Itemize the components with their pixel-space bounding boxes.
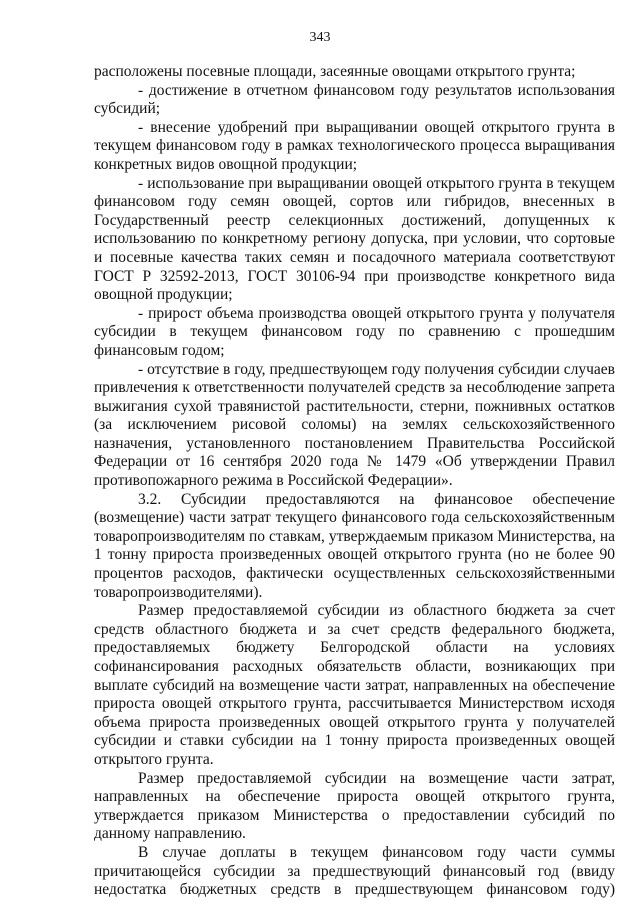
paragraph-condition-fire-safety: - отсутствие в году, предшествующем году получения субсидии случаев привлечения к ответственности получателей средств за несоблюдение запрета выжигания сухой травянистой растительности, стерни, пожнивных остатков (за исключением рисовой соломы) на землях сельскохозяйственного назначения, установленного постановлением Правительства Российской Федерации от 16 сентября 2020 года № 1479 «Об утверждении Правил противопожарного режима в Российской Федерации». bbox=[94, 360, 615, 490]
paragraph-condition-growth: - прирост объема производства овощей открытого грунта у получателя субсидии в текущем финансовом году по сравнению с прошедшим финансовым годом; bbox=[94, 304, 615, 359]
paragraph-continuation: расположены посевные площади, засеянные овощами открытого грунта; bbox=[94, 63, 576, 80]
paragraph-condition-results: - достижение в отчетном финансовом году результатов использования субсидий; bbox=[94, 81, 615, 118]
paragraph-section-3-2: 3.2. Субсидии предоставляются на финансовое обеспечение (возмещение) части затрат текущего финансового года сельскохозяйственным товаропроизводителям по ставкам, утверждаемым приказом Министерства, на 1 тонну прироста произведенных овощей открытого грунта (но не более 90 процентов расходов, фактически осуществленных сельскохозяйственными товаропроизводителями). bbox=[94, 490, 615, 601]
paragraph-subsidy-size-calculation: Размер предоставляемой субсидии из областного бюджета за счет средств областного бюджета и за счет средств федерального бюджета, предоставляемых бюджету Белгородской области на условиях софинансирования расходных обязательств области, возникающих при выплате субсидий на возмещение части затрат, направленных на обеспечение прироста овощей открытого грунта, рассчитывается Министерством исходя объема прироста произведенных овощей открытого грунта у получателей субсидии и ставки субсидии на 1 тонну прироста произведенных овощей открытого грунта. bbox=[94, 602, 615, 768]
paragraph-condition-seeds: - использование при выращивании овощей открытого грунта в текущем финансовом году семян овощей, сортов или гибридов, внесенных в Государственный реестр селекционных достижений, допущенных к использованию по конкретному региону допуска, при условии, что сортовые и посевные качества таких семян и посадочного материала соответствуют ГОСТ Р 32592-2013, ГОСТ 30106-94 при производстве конкретного вида овощной продукции; bbox=[94, 174, 615, 304]
page-number: 343 bbox=[309, 30, 331, 45]
paragraph-condition-fertilizers: - внесение удобрений при выращивании овощей открытого грунта в текущем финансовом году в рамках технологического процесса выращивания конкретных видов овощной продукции; bbox=[94, 118, 615, 173]
paragraph-additional-payment: В случае доплаты в текущем финансовом году части суммы причитающейся субсидии за предшествующий финансовый год (ввиду недостатка бюджетных средств в предшествующем финансовом году) bbox=[94, 843, 615, 899]
paragraph-subsidy-size-approval: Размер предоставляемой субсидии на возмещение части затрат, направленных на обеспечение прироста овощей открытого грунта, утверждается приказом Министерства о предоставлении субсидий по данному направлению. bbox=[94, 769, 615, 843]
document-body bbox=[94, 63, 615, 900]
